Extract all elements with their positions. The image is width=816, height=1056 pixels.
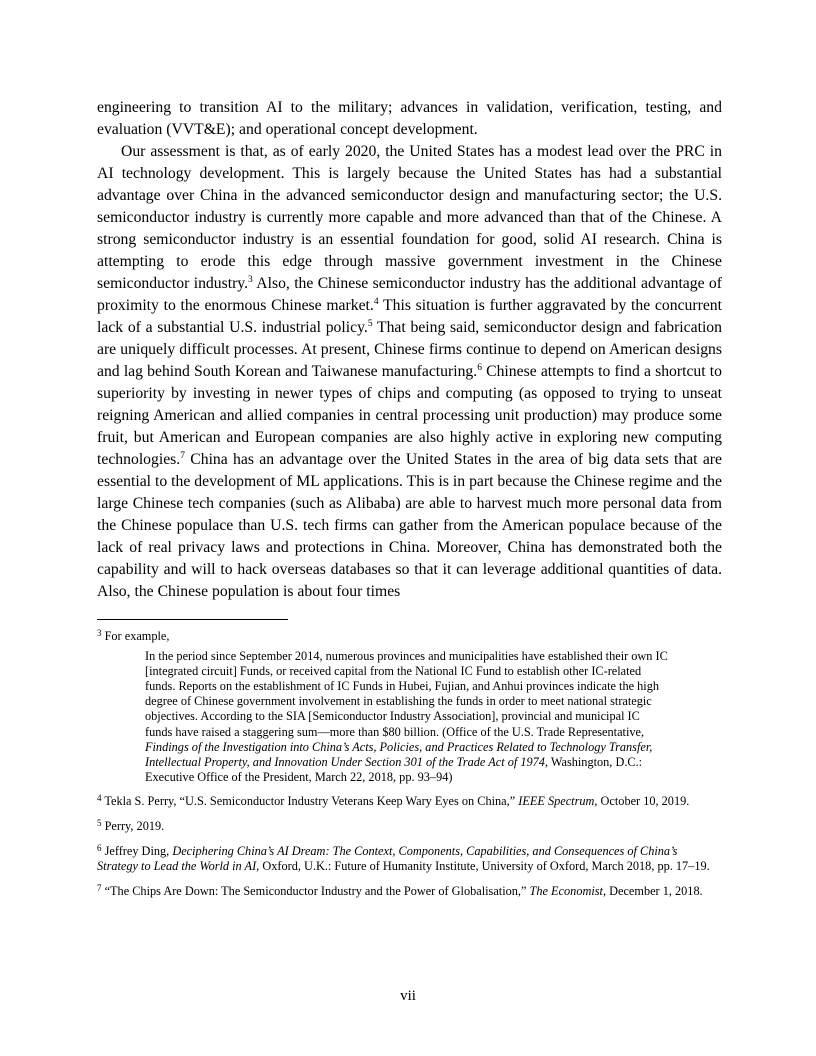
page-number: vii [400,988,416,1004]
footnote-mark: 4 [97,793,102,804]
block-quote: In the period since September 2014, numerous provinces and municipalities have established their own IC [integrated circuit] Funds, or received capital from the National IC Fund to establish other IC-related funds. Reports on the establishment of IC Funds in Hubei, Fujian, and Anhui provinces indicate the high degree of Chinese government involvement in establishing the funds in order to meet national strategic objectives. According to the SIA [Semiconductor Industry Association], provincial and municipal IC funds have raised a staggering sum—more than $80 billion. (Office of the U.S. Trade Representative, Findings of the Investigation into China’s Acts, Policies, and Practices Related to Technology Transfer, Intellectual Property, and Innovation Under Section 301 of the Trade Act of 1974, Washington, D.C.: Executive Office of the President, March 22, 2018, pp. 93–94) [145,648,668,785]
footnote-7: $^7$ “The Chips Are Down: The Semiconductor Industry and the Power of Globalisation,” The Economist, December 1, 2018. [97,882,703,898]
footnote-mark: 5 [97,818,102,829]
footnote-ref-4[interactable]: 4 [373,297,379,307]
footnote-ref-6[interactable]: 6 [477,363,482,373]
footnote-ref-5[interactable]: 5 [367,319,373,329]
footnote-ref-7[interactable]: 7 [180,451,185,461]
footnote-mark: 6 [97,842,102,853]
footnote-mark: 3 [97,628,102,638]
footnote-3: $^3$ For example, In the period since September 2014, numerous provinces and municipalities have established their own IC [integrated circuit] Funds, or received capital from the National IC Fund to establish other IC-related funds. Reports on the establishment of IC Funds in Hubei, Fujian, and Anhui provinces indicate the high degree of Chinese government involvement in establishing the funds in order to meet national strategic objectives. According to the SIA [Semiconductor Industry Association], provincial and municipal IC funds have raised a staggering sum—more than $80 billion. (Office of the U.S. Trade Representative, Findings of the Investigation into China’s Acts, Policies, and Practices Related to Technology Transfer, Intellectual Property, and Innovation Under Section 301 of the Trade Act of 1974, Washington, D.C.: Executive Office of the President, March 22, 2018, pp. 93–94) [97,626,717,785]
paragraph-assessment: Our assessment is that, as of early 2020, the United States has a modest lead over the PRC in AI technology development. This is largely because the United States has had a substantial advantage over China in the advanced semiconductor design and manufacturing sector; the U.S. semiconductor industry is currently more capable and more advanced than that of the Chinese. A strong semiconductor industry is an essential foundation for good, solid AI research. China is attempting to erode this edge through massive government investment in the Chinese semiconductor industry.$^3$ Also, the Chinese semiconductor industry has the additional advantage of proximity to the enormous Chinese market.$^4$ This situation is further aggravated by the concurrent lack of a substantial U.S. industrial policy.$^5$ That being said, semiconductor design and fabrication are uniquely difficult processes. At present, Chinese firms continue to depend on American designs and lag behind South Korean and Taiwanese manufacturing.$^6$ Chinese attempts to find a shortcut to superiority by investing in newer types of chips and computing (as opposed to trying to unseat reigning American and allied companies in central processing unit production) may produce some fruit, but American and European companies are also highly active in exploring new computing technologies.$^7$ China has an advantage over the United States in the area of big data sets that are essential to the development of ML applications. This is in part because the Chinese regime and the large Chinese tech companies (such as Alibaba) are able to harvest much more personal data from the Chinese populace than U.S. tech firms can gather from the American populace because of the lack of real privacy laws and protections in China. Moreover, China has demonstrated both the capability and will to hack overseas databases so that it can leverage additional quantities of data. Also, the Chinese population is about four times [97,143,722,600]
footnote-4: $^4$ Tekla S. Perry, “U.S. Semiconductor Industry Veterans Keep Wary Eyes on China,” IEEE Spectrum, October 10, 2019. [97,793,690,809]
footnote-5: $^5$ Perry, 2019. [97,818,165,834]
paragraph-continued: engineering to transition AI to the military; advances in validation, verification, testing, and evaluation (VVT&E); and operational concept development. [97,99,722,138]
footnote-ref-3[interactable]: 3 [248,275,253,285]
footnotes [97,626,717,905]
footnote-divider [97,619,288,620]
body-text [97,97,722,603]
footnote-6: $^6$ Jeffrey Ding, Deciphering China’s AI Dream: The Context, Components, Capabilities, and Consequences of China’s Strategy to Lead the World in AI, Oxford, U.K.: Future of Humanity Institute, University of Oxford, March 2018, pp. 17–19. [97,842,710,874]
footnote-mark: 7 [97,882,102,893]
